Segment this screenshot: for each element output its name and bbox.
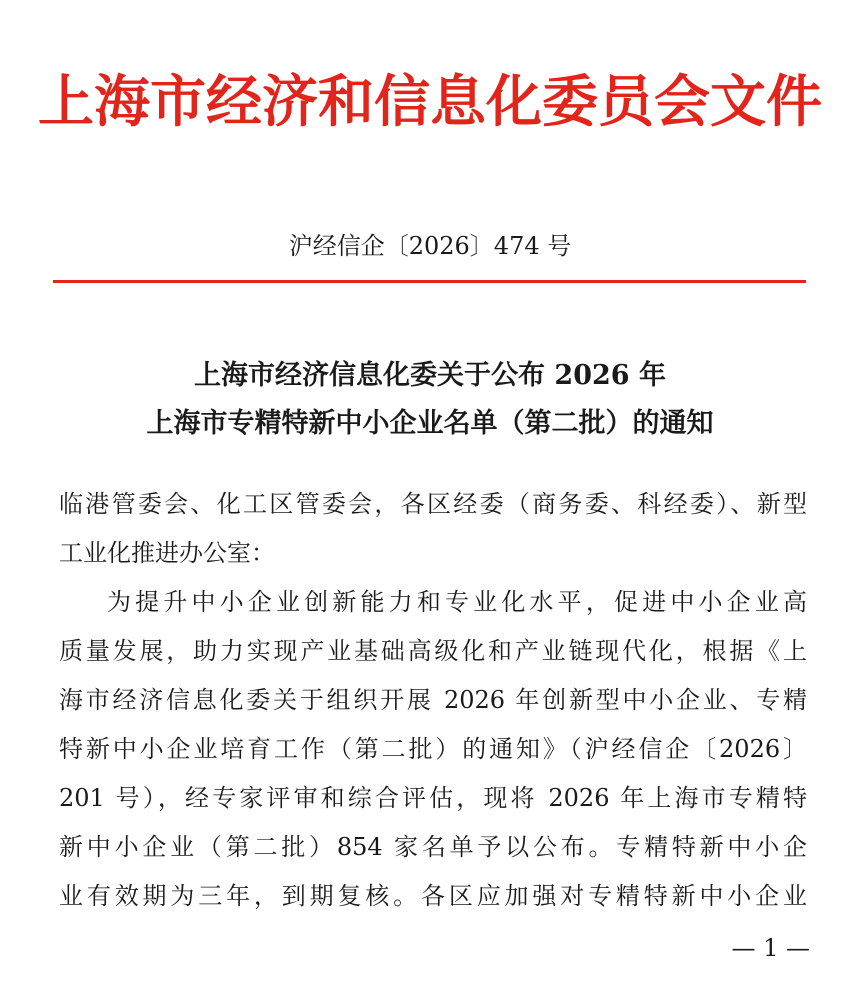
notice-title-line-2: 上海市专精特新中小企业名单（第二批）的通知 — [146, 408, 714, 439]
red-divider-line — [53, 280, 806, 283]
body-paragraph-line: 为提升中小企业创新能力和专业化水平，促进中小企业高 — [107, 588, 807, 616]
body-paragraph-line: 海市经济信息化委关于组织开展 2026 年创新型中小企业、专精 — [59, 686, 807, 714]
body-paragraph-line: 201 号），经专家评审和综合评估，现将 2026 年上海市专精特 — [59, 784, 807, 812]
recipients-line-2: 工业化推进办公室： — [59, 539, 275, 567]
document-header-title: 上海市经济和信息化委员会文件 — [38, 69, 822, 135]
recipients-line-1: 临港管委会、化工区管委会，各区经委（商务委、科经委）、新型 — [59, 490, 807, 518]
document-number: 沪经信企〔2026〕474 号 — [288, 232, 572, 260]
body-paragraph-line: 新中小企业（第二批）854 家名单予以公布。专精特新中小企 — [59, 833, 807, 861]
body-paragraph-line: 特新中小企业培育工作（第二批）的通知》（沪经信企〔2026〕 — [59, 735, 807, 763]
body-paragraph-line: 质量发展，助力实现产业基础高级化和产业链现代化，根据《上 — [59, 637, 807, 665]
notice-title-line-1: 上海市经济信息化委关于公布 2026 年 — [194, 360, 666, 391]
page-number: — 1 — — [731, 934, 810, 962]
body-paragraph-line: 业有效期为三年，到期复核。各区应加强对专精特新中小企业 — [59, 882, 807, 910]
